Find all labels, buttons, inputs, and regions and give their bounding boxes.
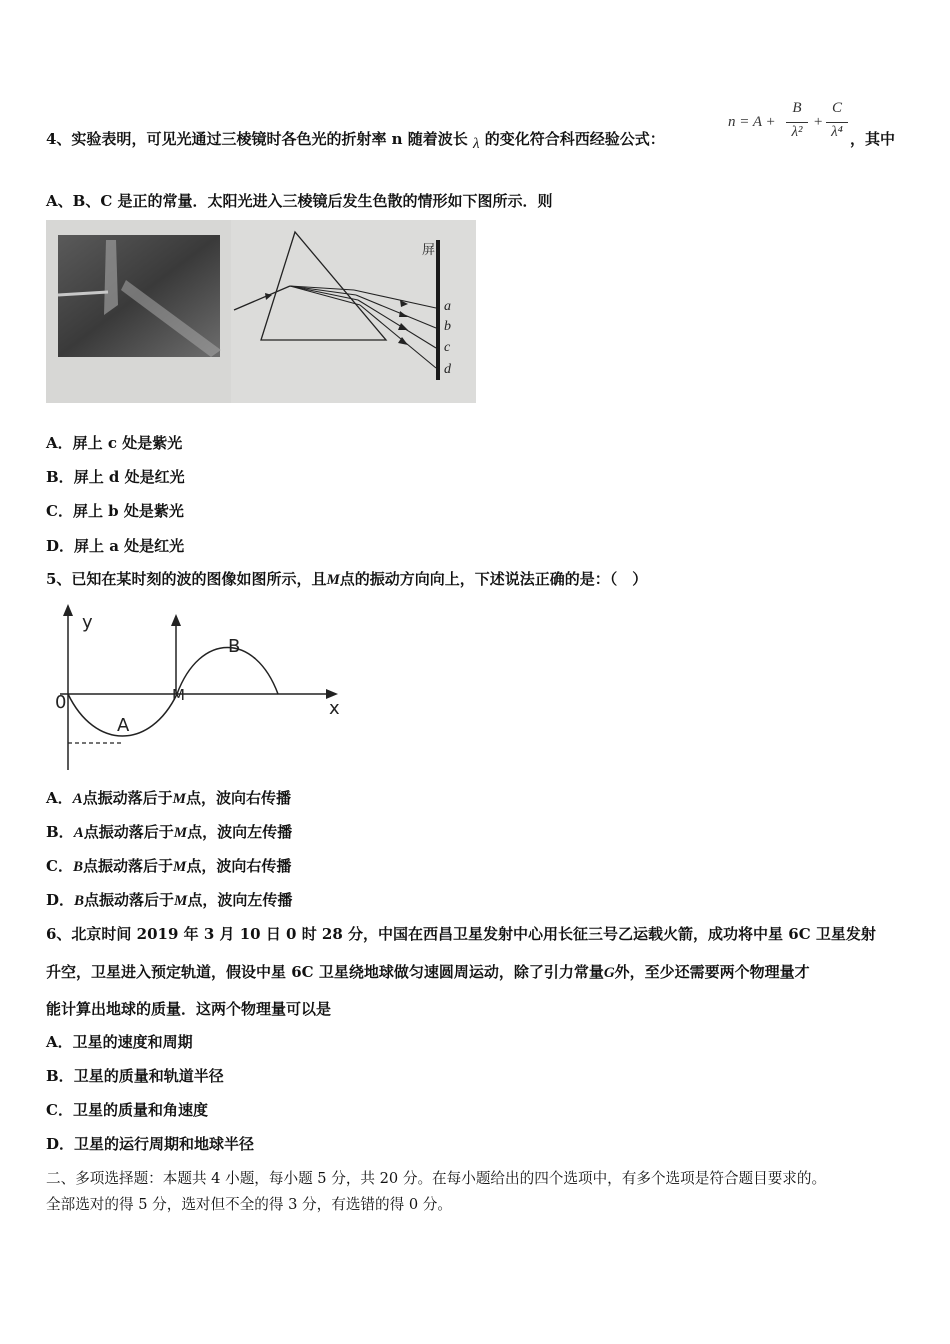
label-a: a <box>444 299 451 314</box>
origin-label: 0 <box>55 692 67 713</box>
section2-heading-line1: 二、多项选择题：本题共 4 小题，每小题 5 分，共 20 分。在每小题给出的四个选项中，有多个选项是符合题目要求的。 <box>46 1170 827 1187</box>
cauchy-formula: n = A + B λ² + C λ⁴ <box>728 100 858 150</box>
q4-option-b: B．屏上 d 处是红光 <box>46 468 185 486</box>
q6-stem-line1: 6、北京时间 2019 年 3 月 10 日 0 时 28 分，中国在西昌卫星发射中心用长征三号乙运载火箭，成功将中星 6C 卫星发射 <box>46 925 876 943</box>
lambda-symbol: λ <box>473 136 480 152</box>
point-a-label: A <box>117 715 130 736</box>
y-label: y <box>82 612 93 633</box>
q4-stem-line2: A、B、C 是正的常量．太阳光进入三棱镜后发生色散的情形如下图所示．则 <box>46 192 553 210</box>
q5-option-c: C．B点振动落后于M点，波向右传播 <box>46 857 292 875</box>
q4-option-a: A．屏上 c 处是紫光 <box>46 434 183 452</box>
q6-stem-line3: 能计算出地球的质量．这两个物理量可以是 <box>46 1000 332 1018</box>
q5-option-d: D．B点振动落后于M点，波向左传播 <box>46 891 293 909</box>
x-label: x <box>329 698 340 719</box>
screen-label: 屏 <box>422 243 436 258</box>
wave-graph-figure <box>50 600 350 775</box>
prism-dispersion-figure <box>46 220 476 403</box>
q6-option-b: B．卫星的质量和轨道半径 <box>46 1067 224 1085</box>
point-b-label: B <box>228 636 241 657</box>
q4-option-c: C．屏上 b 处是紫光 <box>46 502 184 520</box>
screen-bar <box>436 240 440 380</box>
q4-stem-line1: 4、实验表明，可见光通过三棱镜时各色光的折射率 n 随着波长 λ 的变化符合科西经验公式： <box>46 130 665 152</box>
q6-stem-line2: 升空，卫星进入预定轨道，假设中星 6C 卫星绕地球做匀速圆周运动，除了引力常量G外，至少还需要两个物理量才 <box>46 963 810 981</box>
label-b: b <box>444 319 451 334</box>
q4-option-d: D．屏上 a 处是红光 <box>46 537 185 555</box>
q6-option-d: D．卫星的运行周期和地球半径 <box>46 1135 255 1153</box>
q5-stem: 5、已知在某时刻的波的图像如图所示，且M点的振动方向向上，下述说法正确的是：（ ） <box>46 570 648 588</box>
q6-option-c: C．卫星的质量和角速度 <box>46 1101 208 1119</box>
label-d: d <box>444 362 451 377</box>
q4-stem-tail: ，其中 <box>850 130 896 148</box>
label-c: c <box>444 340 451 355</box>
q5-option-b: B．A点振动落后于M点，波向左传播 <box>46 823 293 841</box>
q6-option-a: A．卫星的速度和周期 <box>46 1033 193 1051</box>
section2-heading-line2: 全部选对的得 5 分，选对但不全的得 3 分，有选错的得 0 分。 <box>46 1196 452 1213</box>
point-m-label: M <box>172 686 185 704</box>
q5-option-a: A．A点振动落后于M点，波向右传播 <box>46 789 292 807</box>
